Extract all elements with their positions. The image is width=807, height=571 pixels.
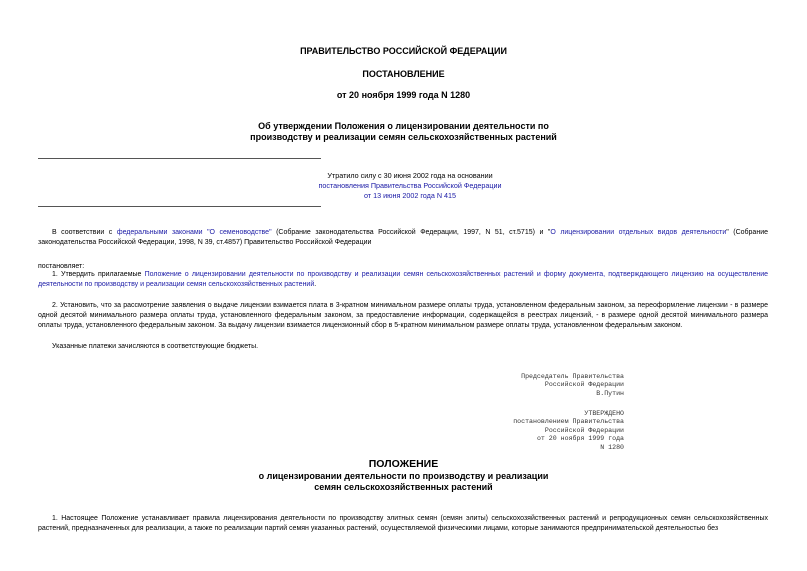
preamble-text-2: (Собрание законодательства Российской Федерации, 1997, N 51, ст.5715) и " <box>271 229 551 236</box>
signature-name: В.Путин <box>596 389 624 397</box>
divider-bottom <box>38 206 321 207</box>
signature-line-1: Председатель Правительства <box>521 373 624 380</box>
signature-block <box>424 373 624 398</box>
approved-line-3: Российской Федерации <box>544 426 624 434</box>
document-type: ПОСТАНОВЛЕНИЕ <box>362 69 445 79</box>
document-title-line-1: Об утверждении Положения о лицензировании деятельности по <box>258 121 549 131</box>
regulation-heading: ПОЛОЖЕНИЕ <box>368 458 439 470</box>
revocation-text: Утратило силу с 30 июня 2002 года на основании <box>327 171 493 180</box>
preamble-paragraph <box>38 228 768 248</box>
preamble-text: В соответствии с <box>52 229 117 236</box>
document-date-number: от 20 ноября 1999 года N 1280 <box>336 90 471 100</box>
regulation-paragraph-1: 1. Настоящее Положение устанавливает правила лицензирования деятельности по производству элитных семян (семян элиты) сельскохозяйственных растений и репродукционных семян сельскохозяйственных растений, предназначенных для реализации, а также по реализации партий семян указанных растений, осуществляемой физическими лицами, которые занимаются предпринимательской деятельностью без <box>38 515 768 532</box>
document-title-line-2: производству и реализации семян сельскохозяйственных растений <box>250 132 557 142</box>
divider-top <box>38 158 321 159</box>
revocation-link-date[interactable]: от 13 июня 2002 года N 415 <box>363 191 457 200</box>
regulation-subtitle-1: о лицензировании деятельности по производству и реализации <box>258 471 549 481</box>
approved-line-1: УТВЕРЖДЕНО <box>584 410 624 417</box>
item-1-end: . <box>314 281 317 288</box>
item-1-text: 1. Утвердить прилагаемые <box>52 271 145 278</box>
regulation-subtitle-2: семян сельскохозяйственных растений <box>314 482 493 492</box>
payments-paragraph: Указанные платежи зачисляются в соответствующие бюджеты. <box>52 343 259 350</box>
regulation-link[interactable]: Положение о лицензировании деятельности по производству и реализации семян сельскохозяйственных растений и форму документа, подтверждающего лицензию на осуществление деятельности по производству и реализации семян сельскохозяйственных растений <box>38 271 768 288</box>
approved-block <box>424 410 624 452</box>
item-2-paragraph: 2. Установить, что за рассмотрение заявления о выдаче лицензии взимается плата в 3-кратном минимальном размере оплаты труда, установленном федеральным законом, за переоформление лицензии - в размере одной десятой минимального размера оплаты труда, установленного федеральным законом, за предоставление информации, содержащейся в реестрах лицензий, - в размере одной десятой минимального размера оплаты труда, установленного федеральным законом. За выдачу лицензии взимается лицензионный сбор в 5-кратном минимальном размере оплаты труда, установленном федеральным законом. <box>38 302 768 329</box>
approved-line-5: N 1280 <box>600 443 624 451</box>
law-licensing-link[interactable]: О лицензировании отдельных видов деятельности <box>550 229 727 236</box>
approved-line-4: от 20 ноября 1999 года <box>536 435 624 443</box>
revocation-link[interactable]: постановления Правительства Российской Федерации <box>318 181 502 190</box>
resolves-label: постановляет: <box>38 263 85 270</box>
approved-line-2: постановлением Правительства <box>513 418 624 426</box>
law-seeds-link[interactable]: федеральными законами "О семеноводстве" <box>116 229 272 236</box>
item-1-paragraph <box>38 270 768 290</box>
signature-line-2: Российской Федерации <box>544 381 624 389</box>
preamble-text-3: " (Собрание законодательства Российской Федерации, 1998, N 39, ст.4857) Правительство Российской Федерации <box>38 229 768 246</box>
revocation-note <box>310 171 510 201</box>
government-heading: ПРАВИТЕЛЬСТВО РОССИЙСКОЙ ФЕДЕРАЦИИ <box>300 46 507 56</box>
